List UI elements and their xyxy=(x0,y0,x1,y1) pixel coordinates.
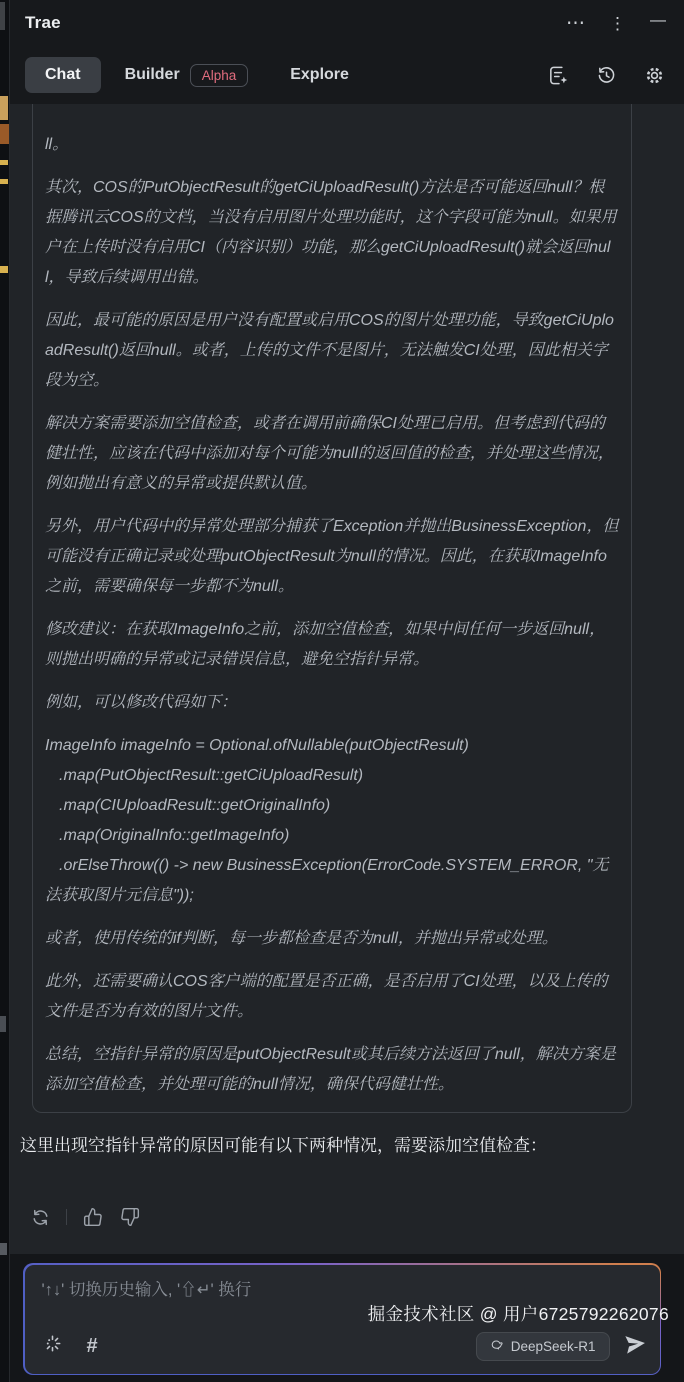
settings-icon[interactable] xyxy=(643,64,666,87)
thinking-paragraph: 此外，还需要确认COS客户端的配置是否正确，是否启用了CI处理，以及上传的文件是否为有效的图片文件。 xyxy=(45,973,608,1020)
deepseek-logo-icon xyxy=(490,1338,504,1355)
more-vertical-icon[interactable]: ⋮ xyxy=(609,13,626,33)
editor-fragment xyxy=(0,124,9,144)
thinking-paragraph: 总结，空指针异常的原因是putObjectResult或其后续方法返回了null，解决方案是添加空值检查，并处理可能的null情况，确保代码健壮性。 xyxy=(45,1046,616,1093)
tab-bar xyxy=(10,46,684,104)
history-icon[interactable] xyxy=(595,64,618,87)
code-line: .orElseThrow(() -> new BusinessException(ErrorCode.SYSTEM_ERROR, "无法获取图片元信息")); xyxy=(45,857,609,904)
code-line: .map(PutObjectResult::getCiUploadResult) xyxy=(59,767,364,784)
model-selector-label: DeepSeek-R1 xyxy=(510,1338,596,1354)
thinking-paragraph: 另外，用户代码中的异常处理部分捕获了Exception并抛出BusinessException，但可能没有正确记录或处理putObjectResult为null的情况。因此，在获取ImageInfo之前，需要确保每一步都不为null。 xyxy=(45,518,619,595)
more-horizontal-icon[interactable]: ⋯ xyxy=(566,12,585,34)
tab-builder-label: Builder xyxy=(124,66,180,83)
alpha-badge: Alpha xyxy=(190,64,249,87)
new-chat-icon[interactable] xyxy=(547,64,570,87)
editor-edge-strip xyxy=(0,0,10,1382)
chat-panel xyxy=(10,0,684,1382)
editor-fragment xyxy=(0,160,8,165)
thinking-code-block xyxy=(45,731,619,911)
assistant-answer-text: 这里出现空指针异常的原因可能有以下两种情况，需要添加空值检查： xyxy=(20,1136,547,1155)
minimize-icon[interactable]: — xyxy=(650,12,666,29)
message-action-row xyxy=(29,1206,141,1228)
thinking-paragraph: 其次，COS的PutObjectResult的getCiUploadResult()方法是否可能返回null？根据腾讯云COS的文档，当没有启用图片处理功能时，这个字段可能为null。如果用户在上传时没有启用CI（内容识别）功能，那么getCiUploadResult()就会返回null，导致后续调用出错。 xyxy=(45,179,617,286)
ai-sparkle-icon[interactable] xyxy=(42,1333,63,1359)
send-icon[interactable] xyxy=(623,1332,647,1361)
tab-builder[interactable] xyxy=(125,64,249,87)
thinking-paragraph: 解决方案需要添加空值检查，或者在调用前确保CI处理已启用。但考虑到代码的健壮性，应该在代码中添加对每个可能为null的返回值的检查，并处理这些情况，例如抛出有意义的异常或提供默认值。 xyxy=(45,415,614,492)
code-line: .map(OriginalInfo::getImageInfo) xyxy=(59,827,290,844)
code-line: .map(CIUploadResult::getOriginalInfo) xyxy=(59,797,331,814)
thinking-paragraph: 因此，最可能的原因是用户没有配置或启用COS的图片处理功能，导致getCiUploadResult()返回null。或者，上传的文件不是图片，无法触发CI处理，因此相关字段为空。 xyxy=(45,312,614,389)
title-bar xyxy=(10,0,684,46)
watermark-text: 掘金技术社区 @ 用户6725792262076 xyxy=(367,1304,669,1324)
context-hash-icon[interactable]: # xyxy=(86,1334,98,1357)
app-title: Trae xyxy=(25,13,61,32)
thumbs-up-icon[interactable] xyxy=(82,1206,104,1228)
thinking-paragraph: ll。 xyxy=(45,136,69,153)
chat-scroll-area[interactable] xyxy=(10,104,684,1254)
composer-toolbar xyxy=(42,1332,647,1361)
editor-fragment xyxy=(0,2,5,30)
model-selector-button[interactable] xyxy=(476,1332,610,1361)
thumbs-down-icon[interactable] xyxy=(119,1206,141,1228)
editor-fragment xyxy=(0,1016,6,1032)
tab-explore[interactable]: Explore xyxy=(290,66,349,83)
editor-fragment xyxy=(0,179,8,184)
editor-fragment xyxy=(0,266,8,273)
code-line: ImageInfo imageInfo = Optional.ofNullable(putObjectResult) xyxy=(45,737,469,754)
thinking-paragraph: 修改建议：在获取ImageInfo之前，添加空值检查，如果中间任何一步返回null，则抛出明确的异常或记录错误信息，避免空指针异常。 xyxy=(45,621,606,668)
editor-fragment xyxy=(0,96,8,120)
thinking-paragraph: 例如，可以修改代码如下： xyxy=(45,694,238,711)
editor-fragment xyxy=(0,1243,7,1255)
tab-chat[interactable]: Chat xyxy=(25,57,101,93)
thinking-block xyxy=(32,104,632,1113)
divider xyxy=(66,1209,67,1225)
thinking-paragraph: 或者，使用传统的if判断，每一步都检查是否为null，并抛出异常或处理。 xyxy=(45,930,558,947)
regenerate-icon[interactable] xyxy=(29,1206,51,1228)
